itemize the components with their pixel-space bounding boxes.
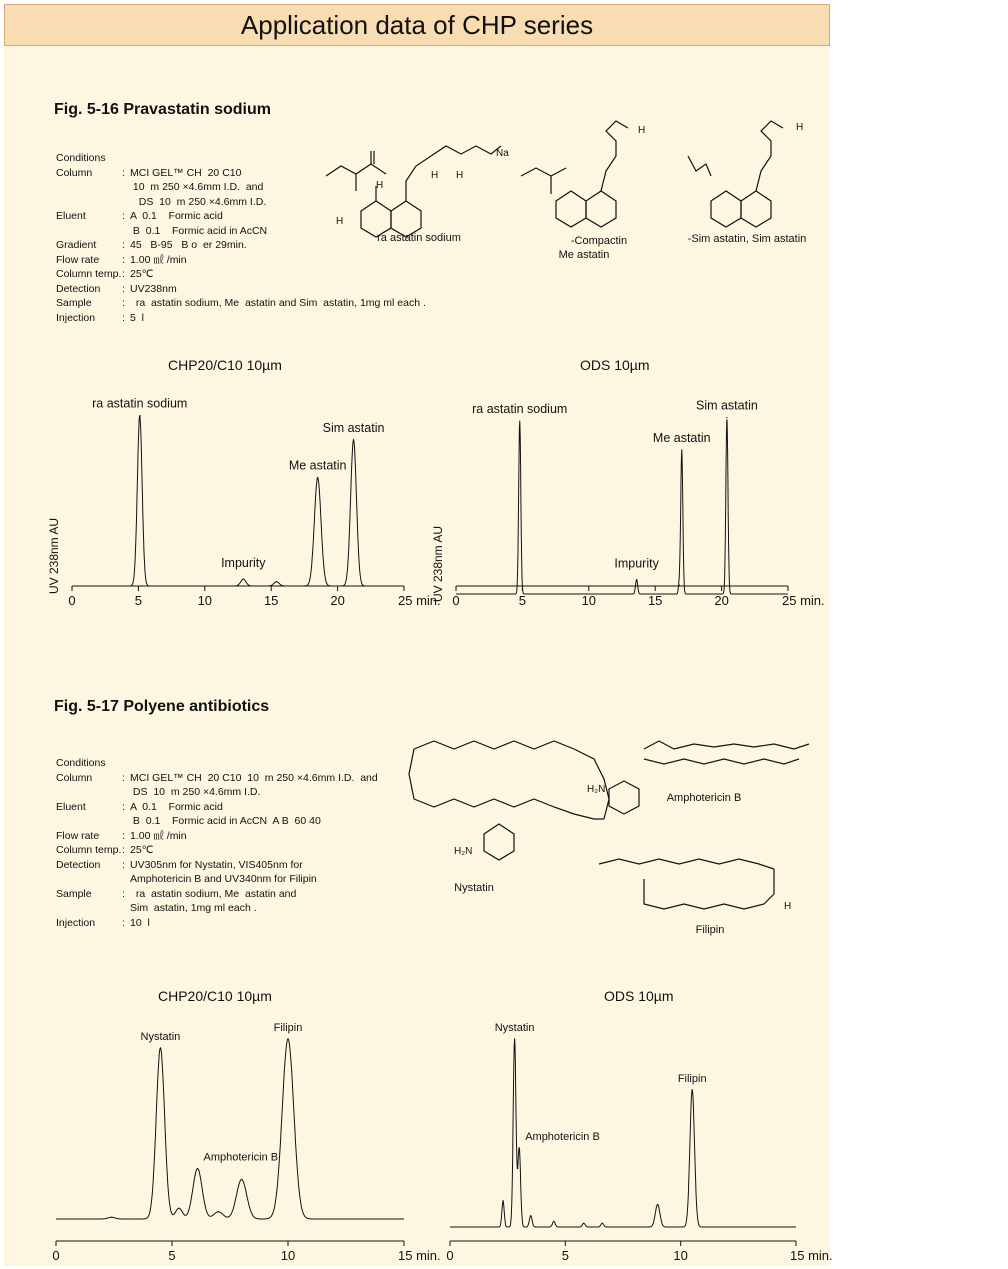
peak-apex: [602, 1223, 603, 1224]
condition-key: Eluent: [56, 210, 86, 222]
condition-value: 1.00 ㎖ /min: [130, 253, 187, 266]
x-tick-label: 0: [52, 1248, 60, 1263]
peak-label: ra astatin sodium: [92, 396, 188, 411]
chart-title: CHP20/C10 10µm: [168, 357, 282, 373]
condition-key: Detection: [56, 858, 101, 871]
atom-label: H: [638, 125, 646, 136]
peak-apex: [276, 581, 277, 582]
mol-label: -Compactin: [570, 235, 628, 247]
peak-apex: [178, 1208, 179, 1209]
peak-label: Sim astatin: [695, 398, 758, 413]
peak-apex: [287, 1038, 288, 1039]
condition-value: MCI GEL™ CH 20 C10 10 m 250 ×4.6mm I.D. and DS 10 m 250 ×4.6mm I.D.: [130, 166, 267, 208]
condition-value: 1.00 ㎖ /min: [130, 829, 187, 842]
x-tick-label: 10: [581, 593, 597, 608]
chromatogram-ods-5-17: [434, 1019, 833, 1265]
condition-key: Gradient: [56, 239, 97, 251]
peak-apex: [657, 1204, 658, 1205]
condition-value: 25℃: [130, 844, 154, 856]
atom-label: H₂N: [587, 784, 606, 795]
chart-title: ODS 10µm: [580, 357, 650, 373]
separator: :: [122, 800, 125, 813]
header-bar: [4, 4, 830, 46]
condition-row: [56, 282, 426, 297]
condition-key: Eluent: [56, 800, 86, 813]
peak-label: Me astatin: [288, 458, 347, 473]
atom-label: H: [431, 170, 439, 181]
peak-apex: [636, 579, 637, 580]
y-axis-label: UV 238nm AU: [47, 517, 61, 595]
peak-apex: [583, 1223, 584, 1224]
separator: :: [122, 916, 125, 929]
condition-row: [56, 887, 378, 916]
x-tick-label: 10: [280, 1248, 296, 1263]
condition-row: [56, 756, 378, 771]
condition-value: ra astatin sodium, Me astatin and Sim astatin, 1mg ml each .: [130, 887, 297, 914]
mol-label: ra astatin sodium: [377, 232, 461, 244]
peak-apex: [679, 584, 680, 585]
peak-label: Amphotericin B: [203, 1151, 279, 1164]
condition-key: Column: [56, 771, 93, 784]
x-tick-label: 5: [168, 1248, 176, 1263]
peak-apex: [353, 439, 354, 440]
peak-apex: [502, 1200, 503, 1201]
peak-label: Sim astatin: [322, 420, 385, 435]
chromatogram-chp-5-17: [40, 1019, 440, 1265]
condition-key: Flow rate: [56, 829, 100, 842]
atom-label: H: [796, 122, 804, 133]
chromatogram-ods-5-16: [431, 394, 830, 634]
x-tick-label: 20: [330, 593, 345, 608]
condition-key: Detection: [56, 282, 101, 295]
separator: :: [122, 239, 125, 251]
mol-label: Amphotericin B: [666, 792, 742, 804]
condition-row: [56, 829, 378, 844]
condition-key: Sample: [56, 297, 92, 309]
separator: :: [122, 282, 125, 295]
x-tick-label: 15: [647, 593, 663, 608]
peak-label: ra astatin sodium: [472, 402, 568, 417]
peak-apex: [519, 1147, 520, 1148]
x-tick-label: 15 min.: [790, 1248, 833, 1263]
peak-apex: [692, 1089, 693, 1090]
peak-apex: [726, 417, 727, 418]
page-title: Application data of CHP series: [240, 9, 594, 40]
atom-label: H: [456, 170, 464, 181]
mol-label: Nystatin: [454, 882, 494, 894]
separator: :: [122, 311, 125, 324]
condition-value: 45 B-95 B o er 29min.: [130, 239, 247, 251]
condition-key: Column temp.: [56, 844, 122, 856]
chromatogram-trace: [56, 1039, 404, 1219]
mol-label: Me astatin: [558, 249, 610, 261]
peak-apex: [530, 1215, 531, 1216]
condition-value: A 0.1 Formic acid B 0.1 Formic acid in AcCN: [130, 210, 268, 237]
condition-key: Sample: [56, 887, 92, 900]
separator: :: [122, 844, 125, 856]
condition-key: Injection: [56, 916, 96, 929]
separator: :: [122, 829, 125, 842]
condition-key: Column temp.: [56, 268, 122, 280]
peak-apex: [514, 1038, 515, 1039]
condition-value: UV305nm for Nystatin, VIS405nm for Amphotericin B and UV340nm for Filipin: [130, 858, 317, 885]
x-tick-label: 0: [452, 593, 460, 608]
condition-value: 5 l: [130, 311, 145, 324]
x-tick-label: 25 min.: [398, 593, 441, 608]
x-tick-label: 0: [68, 593, 76, 608]
condition-value: 10 l: [130, 916, 150, 929]
x-tick-label: 5: [518, 593, 527, 608]
x-tick-label: 10: [197, 593, 213, 608]
atom-label: H: [336, 216, 344, 227]
condition-row: [56, 916, 378, 931]
condition-row: [56, 296, 426, 311]
peak-apex: [111, 1217, 112, 1218]
peak-label: Impurity: [614, 556, 659, 571]
x-tick-label: 5: [134, 593, 143, 608]
condition-value: 25℃: [130, 268, 154, 280]
condition-row: [56, 843, 378, 858]
condition-row: [56, 771, 378, 800]
separator: :: [122, 297, 125, 309]
x-tick-label: 15 min.: [398, 1248, 441, 1263]
peak-label: Amphotericin B: [525, 1131, 600, 1144]
condition-value: ra astatin sodium, Me astatin and Sim astatin, 1mg ml each .: [130, 297, 426, 309]
peak-apex: [218, 1211, 219, 1212]
atom-label: Na: [496, 148, 509, 159]
x-tick-label: 15: [263, 593, 279, 608]
condition-key: Conditions: [56, 152, 106, 164]
peak-label: Me astatin: [652, 431, 711, 445]
separator: :: [122, 858, 125, 871]
peak-label: Filipin: [273, 1022, 303, 1034]
chromatogram-chp-5-16: [40, 394, 440, 634]
peak-label: Nystatin: [140, 1031, 181, 1043]
x-tick-label: 10: [673, 1248, 688, 1263]
x-tick-label: 5: [561, 1248, 569, 1263]
fig-5-17-conditions: [56, 756, 378, 930]
chart-title: ODS 10µm: [604, 988, 674, 1004]
separator: :: [122, 268, 125, 280]
x-tick-label: 20: [714, 593, 729, 608]
peak-apex: [681, 449, 682, 450]
condition-row: [56, 800, 378, 829]
condition-key: Flow rate: [56, 253, 100, 266]
peak-apex: [160, 1047, 161, 1048]
peak-label: Filipin: [677, 1072, 707, 1085]
peak-label: Impurity: [221, 556, 266, 571]
mol-label: -Sim astatin, Sim astatin: [687, 233, 807, 245]
separator: :: [122, 887, 125, 900]
condition-value: UV238nm: [130, 282, 177, 295]
condition-value: A 0.1 Formic acid B 0.1 Formic acid in AcCN A B 60 40: [130, 800, 321, 827]
condition-key: Conditions: [56, 757, 106, 769]
condition-row: [56, 858, 378, 887]
peak-apex: [519, 421, 520, 422]
peak-apex: [243, 579, 244, 580]
condition-value: MCI GEL™ CH 20 C10 10 m 250 ×4.6mm I.D. and DS 10 m 250 ×4.6mm I.D.: [130, 771, 378, 798]
x-tick-label: 0: [446, 1248, 454, 1263]
fig-5-16-title: Fig. 5-16 Pravastatin sodium: [54, 101, 271, 118]
condition-row: [56, 311, 426, 326]
separator: :: [122, 771, 125, 784]
chart-title: CHP20/C10 10µm: [158, 988, 272, 1004]
y-axis-label: UV 238nm AU: [431, 525, 445, 603]
separator: :: [122, 210, 125, 222]
fig-5-17-structures: [404, 719, 824, 939]
condition-key: Injection: [56, 311, 96, 324]
condition-row: [56, 267, 426, 282]
peak-apex: [317, 477, 318, 478]
fig-5-17-title: Fig. 5-17 Polyene antibiotics: [54, 698, 270, 715]
mol-label: Filipin: [695, 924, 725, 936]
x-tick-label: 25 min.: [782, 593, 825, 608]
page-panel: [4, 4, 833, 1266]
atom-label: H: [784, 901, 792, 912]
chromatogram-trace: [450, 1039, 796, 1227]
atom-label: H: [376, 180, 384, 191]
peak-apex: [553, 1221, 554, 1222]
separator: :: [122, 253, 125, 266]
peak-apex: [241, 1179, 242, 1180]
condition-key: Column: [56, 166, 93, 179]
peak-apex: [197, 1168, 198, 1169]
separator: :: [122, 166, 125, 179]
peak-apex: [139, 415, 140, 416]
peak-label: Nystatin: [494, 1022, 535, 1034]
atom-label: H₂N: [454, 846, 473, 857]
